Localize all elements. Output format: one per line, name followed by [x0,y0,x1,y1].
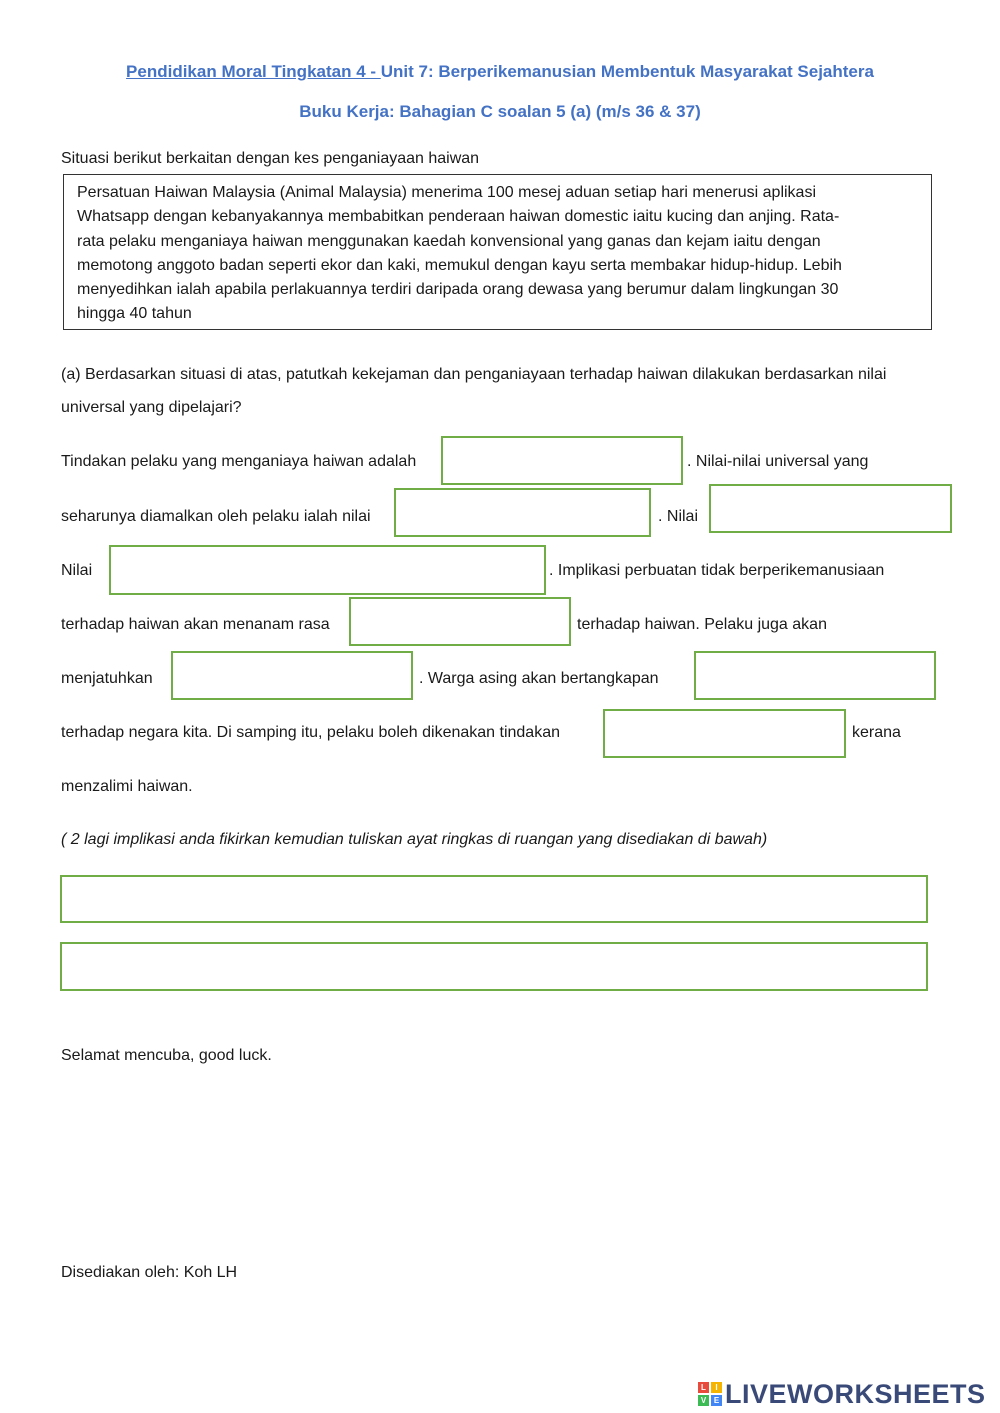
scenario-box [63,174,932,330]
intro-text: Situasi berikut berkaitan dengan kes penganiayaan haiwan [61,150,480,167]
question-line: (a) Berdasarkan situasi di atas, patutkah kekejaman dan penganiayaan terhadap haiwan dilakukan berdasarkan nilai [61,366,887,383]
answer-field-6[interactable] [171,651,413,700]
page-title [0,62,1000,82]
liveworksheets-logo [698,1376,986,1412]
fill-text: menjatuhkan [61,670,153,687]
fill-text: Nilai [61,562,93,579]
logo-text: LIVEWORKSHEETS [725,1378,986,1409]
fill-text: terhadap negara kita. Di samping itu, pelaku boleh dikenakan tindakan [61,724,560,741]
answer-field-4[interactable] [109,545,546,595]
logo-cell: I [711,1382,722,1393]
closing-text: Selamat mencuba, good luck. [61,1047,272,1064]
logo-cell: V [698,1395,709,1406]
question-line: universal yang dipelajari? [61,399,242,416]
fill-text: kerana [852,724,901,741]
title-unit: Unit 7: Berperikemanusian Membentuk Masyarakat Sejahtera [380,62,874,81]
scenario-line: memotong anggoto badan seperti ekor dan kaki, memukul dengan kayu serta membakar hidup-hidup. Lebih [77,256,842,274]
logo-mark-icon [698,1382,722,1406]
answer-field-1[interactable] [441,436,683,485]
scenario-line: rata pelaku menganiaya haiwan menggunakan kaedah konvensional yang ganas dan kejam iaitu dengan [77,232,821,250]
fill-text: Tindakan pelaku yang menganiaya haiwan adalah [61,453,417,470]
answer-field-2[interactable] [394,488,651,537]
fill-text: . Implikasi perbuatan tidak berperikemanusiaan [549,562,885,579]
scenario-line: Whatsapp dengan kebanyakannya membabitkan penderaan haiwan domestic iaitu kucing dan anjing. Rata- [77,208,840,226]
answer-field-7[interactable] [694,651,936,700]
answer-field-3[interactable] [709,484,952,533]
logo-cell: E [711,1395,722,1406]
scenario-line: menyedihkan ialah apabila perlakuannya terdiri daripada orang dewasa yang berumur dalam lingkungan 30 [77,281,839,299]
fill-text: . Nilai [658,508,699,525]
scenario-line: hingga 40 tahun [77,305,192,323]
fill-text: menzalimi haiwan. [61,778,193,795]
answer-field-5[interactable] [349,597,571,646]
fill-text: seharunya diamalkan oleh pelaku ialah nilai [61,508,371,525]
answer-field-8[interactable] [603,709,846,758]
fill-text: . Nilai-nilai universal yang [687,453,869,470]
fill-text: terhadap haiwan. Pelaku juga akan [577,616,827,633]
fill-text: . Warga asing akan bertangkapan [419,670,659,687]
fill-text: terhadap haiwan akan menanam rasa [61,616,330,633]
implication-field-1[interactable] [60,875,928,923]
implication-field-2[interactable] [60,942,928,991]
author-text: Disediakan oleh: Koh LH [61,1264,238,1281]
page-subtitle: Buku Kerja: Bahagian C soalan 5 (a) (m/s 36 & 37) [299,102,701,121]
title-course: Pendidikan Moral Tingkatan 4 - [126,62,381,81]
logo-cell: L [698,1382,709,1393]
instruction-text: ( 2 lagi implikasi anda fikirkan kemudian tuliskan ayat ringkas di ruangan yang disediakan di bawah) [61,831,768,848]
scenario-line: Persatuan Haiwan Malaysia (Animal Malaysia) menerima 100 mesej aduan setiap hari menerusi aplikasi [77,184,817,201]
